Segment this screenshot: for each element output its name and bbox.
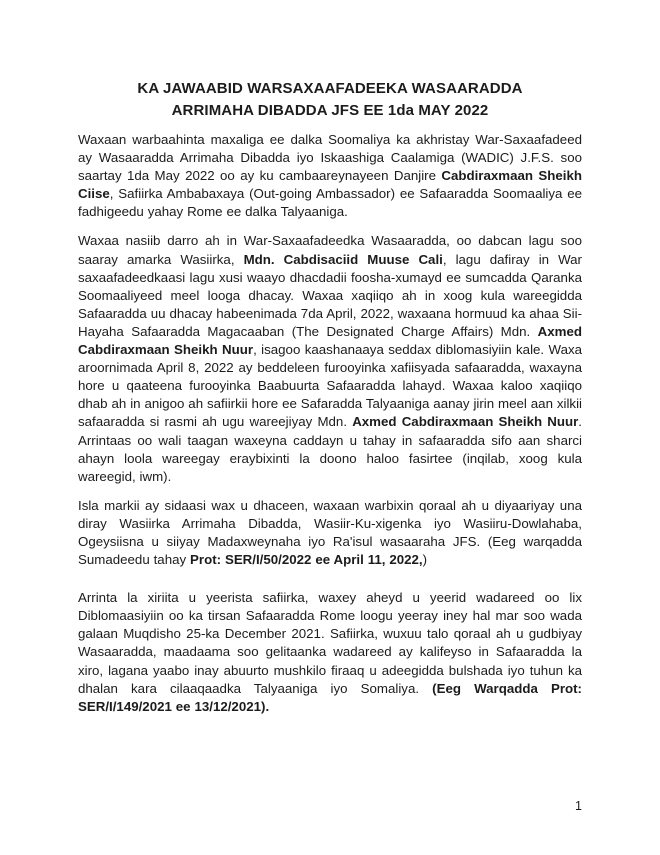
page-number: 1 [575, 799, 582, 813]
bold-text-run: Axmed Cabdiraxmaan Sheikh Nuur [352, 414, 579, 430]
document-body [78, 131, 582, 716]
document-title-line1: KA JAWAABID WARSAXAAFADEEKA WASAARADDA [137, 80, 523, 97]
bold-text-run: Cabdiraxmaan Sheikh Ciise [78, 168, 582, 202]
document-title-line2: ARRIMAHA DIBADDA JFS EE 1da MAY 2022 [171, 102, 489, 119]
paragraph-3 [78, 497, 582, 569]
text-run: , Safiirka Ambabaxaya (Out-going Ambassador) ee Safaaradda Soomaaliya ee fadhigeedu yahay Rome ee dalka Talyaaniga. [78, 186, 582, 220]
text-run: Waxaa nasiib darro ah in War-Saxaafadeedka Wasaaradda, oo dabcan lagu soo saaray amarka Wasiirka, [78, 233, 582, 267]
paragraph-1 [78, 131, 582, 221]
bold-text-run: Axmed Cabdiraxmaan Sheikh Nuur [78, 323, 582, 358]
paragraph-2 [78, 232, 582, 485]
text-run: Arrinta la xiriita u yeerista safiirka, waxey aheyd u yeerid wadareed oo lix Diblomaasiyiin oo ka tirsan Safaaradda Rome loogu yeeray iney hal mar soo wada galaan Muqdisho 25-ka December 2021. Safiirka, wuxuu talo qoraal ah u gudbiyay Wasaaradda, maadaama soo gelitaanka wadareed ay kalifeyso in Safaaradda la xiro, lagana yaabo inay abuurto mushkilo firaaq u adeegidda bulshada iyo tuhun ka dhalan kara cilaaqaadka Talyaaniga iyo Somaliya. [78, 590, 582, 696]
bold-text-run: Mdn. Cabdisaciid Muuse Cali [243, 251, 443, 267]
text-run: , lagu dafiray in War saxaafadeedkaasi lagu xusi waayo dhacdadii foosha-xumayd ee sumcadda Qaranka Soomaaliyeed meel looga dhacay. Waxaa xaqiiqo ah in xoog kula wareegidda Safaaradda uu dhacay habeenimada 7da April, 2022, waxaana hormuud ka ahaa Sii-Hayaha Safaaradda Magacaaban (The Designated Charge Affairs) Mdn. [78, 251, 582, 339]
text-run: Isla markii ay sidaasi wax u dhaceen, waxaan warbixin qoraal ah u diyaariyay una diray Wasiirka Arrimaha Dibadda, Wasiir-Ku-xigenka iyo Wasiiru-Dowlahaba, Ogeysiisna u siiyay Madaxweynaha iyo Ra'isul wasaaraha JFS. (Eeg warqadda Sumadeedu tahay [78, 497, 582, 568]
text-run: , isagoo kaashanaaya seddax diblomasiyiin kale. Waxa aroornimada April 8, 2022 ay beddeleen furooyinka xafiisyada safaaradda, waxayna hore u qaateena furooyinka Baabuurta Safaaradda lahayd. Waxaa kaloo xaqiiqo dhab ah in anigoo ah safiirkii hore ee Safaradda Talyaaniga aanay jirin meel aan xilkii safaaradda si rasmi ah ugu wareejiyay Mdn. [78, 342, 583, 430]
document-content [78, 78, 582, 727]
text-run: . Arrintaas oo wali taagan waxeyna caddayn u tahay in safaaradda sifo aan sharci ahayn loola wareegay eraybixinti la doono haloo fasirtee (inqilab, xoog kula wareegid, iwm). [78, 414, 582, 484]
text-run: ) [422, 552, 428, 568]
paragraph-4 [78, 589, 582, 716]
text-run: Waxaan warbaahinta maxaliga ee dalka Soomaliya ka akhristay War-Saxaafadeed ay Wasaaradda Arrimaha Dibadda iyo Iskaashiga Caalamiga (WADIC) J.F.S. soo saartay 1da May 2022 oo ay ku cambaareynayeen Danjire [78, 132, 582, 184]
bold-text-run: Prot: SER/I/50/2022 ee April 11, 2022, [190, 552, 423, 568]
document-title [78, 78, 582, 122]
bold-text-run: (Eeg Warqadda Prot: SER/I/149/2021 ee 13/12/2021). [78, 680, 582, 714]
